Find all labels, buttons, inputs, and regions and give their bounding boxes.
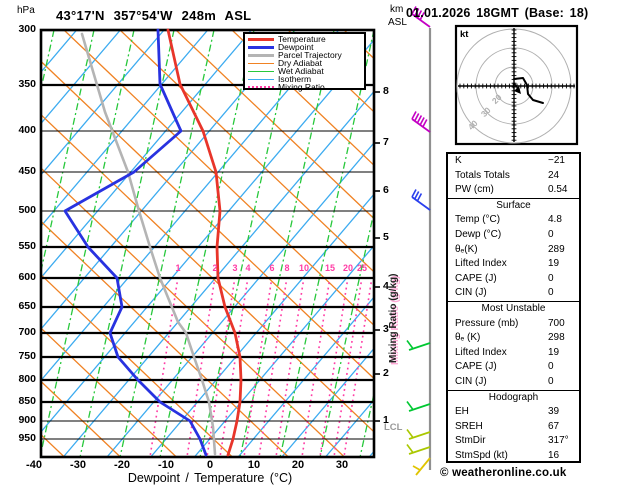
legend-label: Wet Adiabat: [278, 66, 324, 76]
x-axis-title: Dewpoint / Temperature (°C): [127, 471, 293, 485]
stats-label: Temp (°C): [455, 214, 501, 226]
wind-barb: [407, 445, 430, 455]
pressure-tick-label: 900: [18, 414, 36, 426]
stats-row: [448, 346, 579, 361]
stats-section: [448, 154, 579, 198]
mixing-ratio-value-label: 8: [284, 263, 290, 273]
temperature-tick-label: -20: [114, 459, 130, 471]
stats-value: 317°: [548, 435, 569, 447]
altitude-tick-label: 1: [383, 414, 389, 426]
temperature-tick-label: -40: [26, 459, 42, 471]
legend-swatch: [248, 38, 274, 41]
legend-swatch: [248, 79, 274, 80]
stats-value: 289: [548, 243, 565, 255]
run-datetime: 01.01.2026 18GMT (Base: 18): [406, 6, 589, 20]
stats-label: θₑ (K): [455, 332, 481, 344]
mixing-ratio-value-label: 6: [269, 263, 275, 273]
wind-barb-column: [407, 7, 430, 476]
mixing-ratio-value-label: 10: [298, 263, 309, 273]
legend-label: Mixing Ratio: [278, 82, 325, 92]
stats-section-header: Most Unstable: [481, 302, 546, 314]
hodograph-ring-label: 40: [465, 118, 480, 132]
legend-swatch: [248, 86, 274, 88]
stats-row: [448, 420, 579, 435]
altitude-tick-label: 2: [383, 367, 389, 379]
stats-label: PW (cm): [455, 184, 494, 196]
pressure-tick-label: 550: [18, 240, 36, 252]
temperature-tick-label: 30: [335, 459, 349, 471]
stats-section: [448, 198, 579, 301]
stats-row: [448, 213, 579, 228]
stats-label: CIN (J): [455, 375, 487, 387]
stats-value: 700: [548, 317, 565, 329]
station-title: 43°17'N 357°54'W 248m ASL: [56, 8, 252, 23]
lcl-marker-label: LCL: [384, 422, 403, 433]
stats-label: EH: [455, 406, 469, 418]
stats-row: [448, 286, 579, 301]
stats-value: 0: [548, 272, 554, 284]
wind-barb: [407, 402, 430, 412]
pressure-tick-label: 700: [18, 326, 36, 338]
legend-label: Temperature: [278, 34, 326, 44]
stats-label: StmSpd (kt): [455, 449, 508, 461]
pressure-tick-label: 350: [18, 78, 36, 90]
legend-label: Isotherm: [278, 74, 312, 84]
mixing-ratio-value-label: 20: [342, 263, 353, 273]
stats-value: 0: [548, 361, 554, 373]
pressure-tick-label: 950: [18, 432, 36, 444]
wind-barb: [412, 112, 430, 133]
temperature-tick-label: 0: [206, 459, 214, 471]
mixing-ratio-value-label: 1: [175, 263, 181, 273]
stats-section: [448, 390, 579, 464]
legend-item: [248, 83, 364, 91]
stats-value: 19: [548, 346, 560, 358]
altitude-tick-label: 5: [383, 231, 389, 243]
stats-label: Lifted Index: [455, 258, 507, 270]
stats-row: [448, 169, 579, 184]
legend-label: Dry Adiabat: [278, 58, 322, 68]
temperature-tick-label: -10: [158, 459, 174, 471]
altitude-tick-label: 3: [383, 323, 389, 335]
stats-value: −21: [548, 155, 565, 166]
legend-label: Parcel Trajectory: [278, 50, 342, 60]
stats-value: 0: [548, 375, 554, 387]
altitude-axis-unit-asl: ASL: [388, 17, 407, 28]
pressure-tick-label: 750: [18, 350, 36, 362]
stats-row: [448, 183, 579, 198]
stats-label: Dewp (°C): [455, 228, 502, 240]
legend-swatch: [248, 54, 274, 57]
stats-value: 24: [548, 169, 560, 181]
temperature-tick-label: 20: [291, 459, 305, 471]
stats-section: [448, 301, 579, 390]
altitude-tick-label: 7: [383, 136, 389, 148]
mixing-ratio-value-label: 2: [212, 263, 218, 273]
pressure-tick-label: 300: [18, 23, 36, 35]
pressure-tick-label: 500: [18, 204, 36, 216]
stats-value: 4.8: [548, 214, 562, 226]
pressure-tick-label: 450: [18, 165, 36, 177]
stats-row: [448, 360, 579, 375]
hodograph-unit-label: kt: [460, 29, 469, 40]
stats-label: θₑ(K): [455, 243, 478, 255]
stats-value: 67: [548, 420, 560, 432]
stats-row: [448, 228, 579, 243]
stats-row: [448, 434, 579, 449]
legend-swatch: [248, 63, 274, 64]
stats-section-header: Hodograph: [488, 391, 539, 403]
legend-swatch: [248, 71, 274, 72]
stats-row: [448, 449, 579, 464]
legend-swatch: [248, 46, 274, 49]
pressure-tick-label: 800: [18, 373, 36, 385]
mixing-ratio-value-label: 4: [245, 263, 251, 273]
pressure-tick-label: 600: [18, 271, 36, 283]
stats-label: CAPE (J): [455, 361, 497, 373]
legend-label: Dewpoint: [278, 42, 314, 52]
stats-label: Totals Totals: [455, 169, 510, 181]
stats-label: Pressure (mb): [455, 317, 519, 329]
stats-label: K: [455, 155, 462, 166]
stats-value: 0.54: [548, 184, 568, 196]
stats-value: 39: [548, 406, 560, 418]
altitude-axis-unit-km: km: [390, 4, 404, 15]
stats-value: 16: [548, 449, 560, 461]
plot-border: [41, 30, 374, 457]
stats-row: [448, 272, 579, 287]
stats-row: [448, 154, 579, 169]
hodograph-ring-label: 20: [489, 92, 504, 106]
stats-value: 298: [548, 332, 565, 344]
stats-row: [448, 405, 579, 420]
stats-row: [448, 317, 579, 332]
stats-value: 0: [548, 228, 554, 240]
stats-section-header: Surface: [496, 199, 531, 211]
pressure-tick-label: 400: [18, 124, 36, 136]
pressure-tick-label: 850: [18, 395, 36, 407]
mixing-ratio-axis-label: Mixing Ratio (g/kg): [388, 273, 399, 363]
temperature-tick-label: 10: [247, 459, 261, 471]
stats-row: [448, 331, 579, 346]
stats-label: CAPE (J): [455, 272, 497, 284]
stats-row: [448, 375, 579, 390]
wind-barb: [407, 430, 430, 440]
stats-label: SREH: [455, 420, 483, 432]
wind-barb: [413, 458, 430, 475]
pressure-tick-label: 650: [18, 300, 36, 312]
stats-label: Lifted Index: [455, 346, 507, 358]
mixing-ratio-value-label: 15: [324, 263, 335, 273]
stats-row: [448, 257, 579, 272]
stats-row: [448, 243, 579, 258]
stats-value: 0: [548, 287, 554, 299]
stats-label: StmDir: [455, 435, 486, 447]
mixing-ratio-value-label: 3: [232, 263, 238, 273]
wind-barb: [407, 341, 430, 351]
altitude-tick-label: 8: [383, 85, 389, 97]
mixing-ratio-value-label: 25: [356, 263, 367, 273]
altitude-tick-label: 4: [383, 280, 389, 292]
stats-value: 19: [548, 258, 560, 270]
copyright-footer: © weatheronline.co.uk: [440, 467, 567, 479]
stats-label: CIN (J): [455, 287, 487, 299]
wind-barb: [412, 190, 430, 211]
legend: [243, 32, 366, 90]
altitude-tick-label: 6: [383, 184, 389, 196]
hodograph-ring-label: 30: [478, 105, 493, 119]
stats-panel: [446, 152, 581, 463]
pressure-axis-unit: hPa: [17, 5, 35, 16]
temperature-tick-label: -30: [70, 459, 86, 471]
